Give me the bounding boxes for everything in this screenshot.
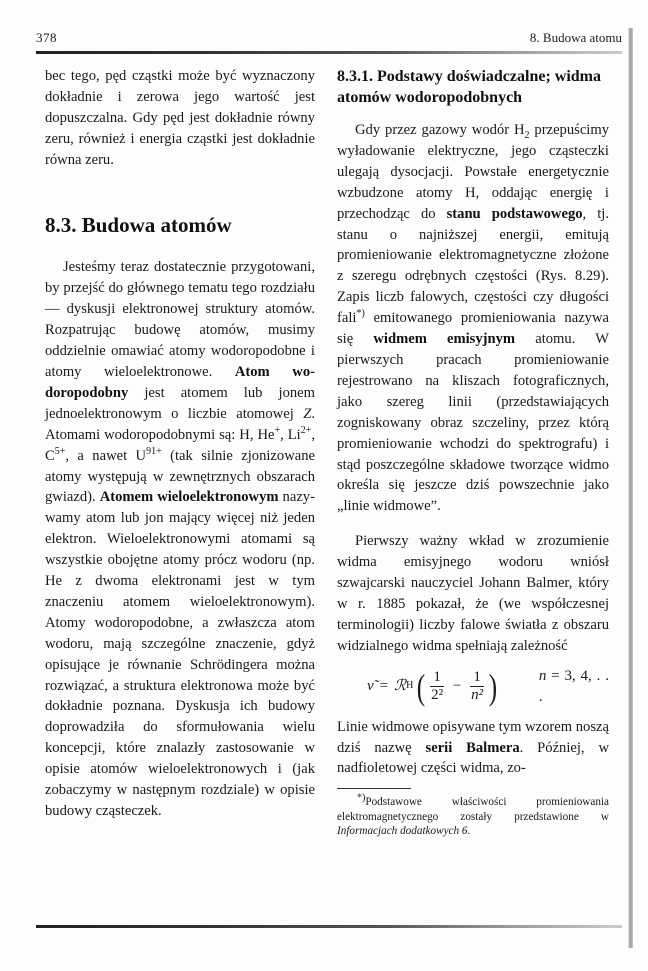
term-ground-state: stanu podstawowego <box>446 205 583 222</box>
equation-condition: n = 3, 4, . . . <box>538 667 609 705</box>
continuation-paragraph: bec tego, pęd cząstki może być wyznaczony dokładnie i zerowa jego wartość jest dopuszczalna. Gdy pęd jest dokładnie równy zeru, również i energia cząstki jest dokładnie równa zeru. <box>45 68 315 168</box>
balmer-equation: ν̃ = ℛ H ( $\frac{1}{\text{2²}}$ − $\frac{1}{\text{n²}}$ ) n = 3, 4, . . . <box>367 666 609 707</box>
section-heading: 8.3. Budowa atomów <box>45 212 232 237</box>
footnote-rule <box>337 788 411 789</box>
body-paragraph: Pierwszy ważny wkład w zrozumienie widma emisyjnego wodoru wniósł szwajcarski nauczyciel Johann Balmer, który w r. 1885 pokazał, że (we współczesnej terminologii) liczby falowe światła z obszaru widzialnego widma spełniają zależność <box>337 533 609 654</box>
term-hydrogen-like-atom: Atom wodoropodobny <box>45 363 315 401</box>
header-rule <box>36 51 622 54</box>
right-column <box>337 66 609 839</box>
subsection-heading: 8.3.1. Podstawy doświadczalne; widma atomów wodoropodobnych <box>337 68 602 106</box>
page-number: 378 <box>36 30 57 45</box>
body-paragraph: Jesteśmy teraz dostatecznie przygotowani, by przejść do głównego tematu tego rozdziału — dyskusji elektronowej struktury atomów. Rozpatrując budowę atomów, musimy oddzielnie omawiać atomy wodoropodobne i atomy wieloelektronowe. Atom wodoropodobny jest atomem lub jonem jednoelektronowym o liczbie atomowej Z. Atomami wodoropodobnymi są: H, He+, $Li^{2+}$, $C^{5+}$, a nawet $U^{91+}$ (tak silnie zjonizowane atomy występują w zewnętrznych obszarach gwiazd). Atomem wieloelektronowym nazywamy atom lub jon mający więcej niż jeden elektron. Wieloelektronowymi atomami są wszystkie obojętne atomy prócz wodoru (np. He z dwoma elektronami jest w tym znaczeniu atomem wieloelektronowym). Atomy wodoropodobne, a zwłaszcza atom wodoru, mają szczególne znaczenie, gdyż opisujące je równanie Schrödingera można rozwiązać, a struktura elektronowa może być dokładnie poznana. Dyskusja ich budowy doprowadziła do sformułowania wielu koncepcji, które znalazły zastosowanie w opisie atomów wieloelektronowych i (jak zobaczymy w następnym rozdziale) w opisie budowy cząsteczek. <box>45 259 315 819</box>
fraction: $\frac{1}{\text{n²}}$ <box>471 669 484 704</box>
body-paragraph: Gdy przez gazowy wodór $H_2$ przepuścimy wyładowanie elektryczne, jego cząsteczki ulegają dysocjacji. Powstałe energetycznie wzbudzone atomy H, oddając energię i przechodząc do stanu podstawowego, tj. stanu o najniższej energii, emitują promieniowanie elektromagnetyczne złożone z szeregu odrębnych częstości (Rys. 8.29). Zapis liczb falowych, częstości czy długości fali*) emitowanego promieniowania nazywa się widmem emisyjnym atomu. W pierwszych pracach promieniowanie rejestrowano na kliszach fotograficznych, jako szereg linii (przedstawiających zogniskowany obraz szczeliny, przez którą promieniowanie wchodzi do spektrografu) i stąd poszczególne składowe tworzące widmo określa się jeszcze dziś powszechnie jako „linie widmowe”. <box>337 122 609 515</box>
body-paragraph: Linie widmowe opisywane tym wzorem noszą dziś nazwę serii Balmera. Później, w nadfioletowej części widma, zo- <box>337 718 609 777</box>
term-balmer-series: serii Balmera <box>425 739 520 756</box>
fraction: $\frac{1}{\text{2²}}$ <box>431 669 444 704</box>
running-header <box>36 30 622 50</box>
footnote-marker: *) <box>356 308 365 320</box>
book-spine-shadow <box>628 28 633 948</box>
footnote: *)Podstawowe właściwości promieniowania elektromagnetycznego zostały przedstawione w Informacjach dodatkowych 6. <box>337 792 609 838</box>
left-column <box>45 66 315 822</box>
term-multielectron-atom: Atomem wieloelektronowym <box>99 489 279 506</box>
footer-rule <box>36 925 622 928</box>
term-emission-spectrum: widmem emisyjnym <box>373 331 516 348</box>
chapter-title: 8. Budowa atomu <box>529 30 622 45</box>
